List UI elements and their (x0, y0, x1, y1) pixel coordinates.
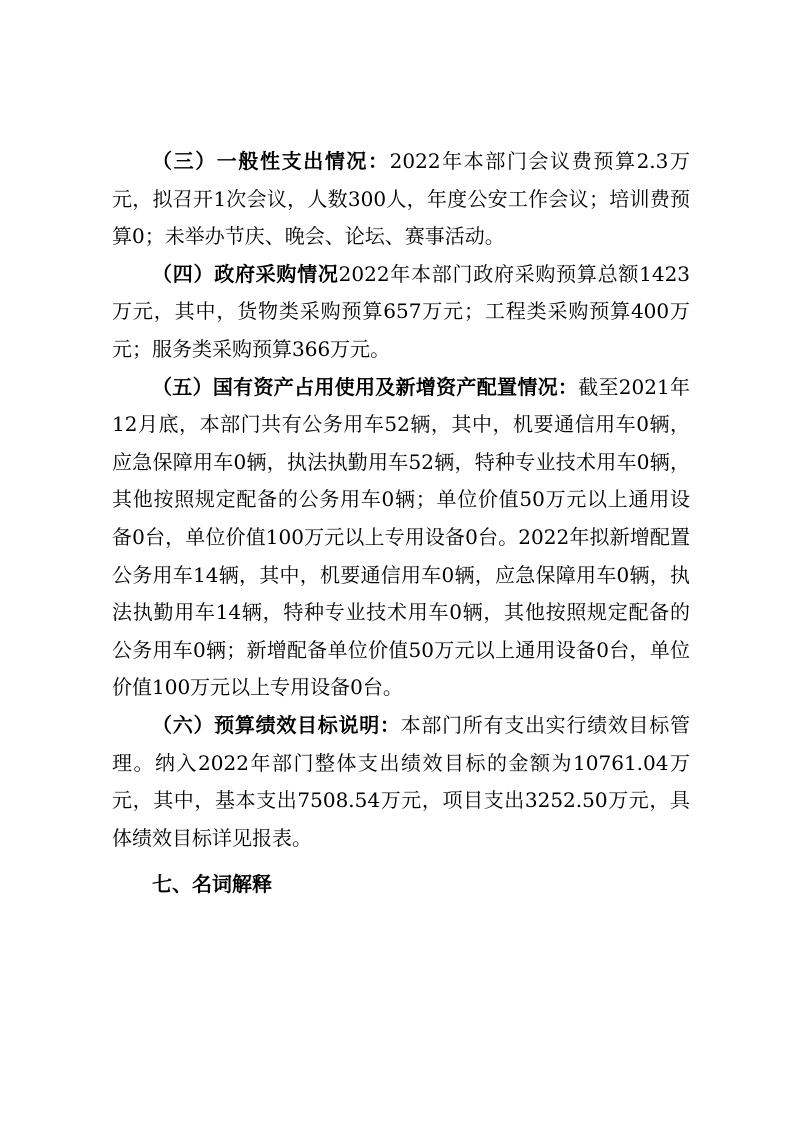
paragraph-text: 本部门所有支出实行绩效目标管理。纳入2022年部门整体支出绩效目标的金额为10761.04万元，其中，基本支出7508.54万元，项目支出3252.50万元，具体绩效目标详见报表。 (112, 712, 691, 850)
paragraph-text: 2022年本部门会议费预算2.3万元，拟召开1次会议，人数300人，年度公安工作会议；培训费预算0；未举办节庆、晚会、论坛、赛事活动。 (112, 149, 690, 249)
paragraph-text: 2022年本部门政府采购预算总额1423万元，其中，货物类采购预算657万元；工程类采购预算400万元；服务类采购预算366万元。 (112, 261, 691, 361)
paragraph-general-expenditure (112, 143, 690, 256)
section-heading: 七、名词解释 (152, 872, 272, 897)
paragraph-text: 截至2021年12月底，本部门共有公务用车52辆，其中，机要通信用车0辆，应急保障用车0辆，执法执勤用车52辆，特种专业技术用车0辆，其他按照规定配备的公务用车0辆；单位价值50万元以上通用设备0台，单位价值100万元以上专用设备0台。2022年拟新增配置公务用车14辆，其中，机要通信用车0辆，应急保障用车0辆，执法执勤用车14辆，特种专业技术用车0辆，其他按照规定配备的公务用车0辆；新增配备单位价值50万元以上通用设备0台，单位价值100万元以上专用设备0台。 (112, 374, 691, 700)
paragraph-state-assets (112, 369, 690, 707)
document-body (112, 143, 690, 904)
paragraph-performance-targets (112, 707, 690, 857)
paragraph-lead: （三）一般性支出情况： (152, 149, 390, 173)
paragraph-lead: （五）国有资产占用使用及新增资产配置情况： (152, 374, 579, 399)
paragraph-lead: （四）政府采购情况 (152, 261, 339, 286)
paragraph-lead: （六）预算绩效目标说明： (152, 712, 401, 737)
paragraph-government-procurement (112, 256, 690, 369)
